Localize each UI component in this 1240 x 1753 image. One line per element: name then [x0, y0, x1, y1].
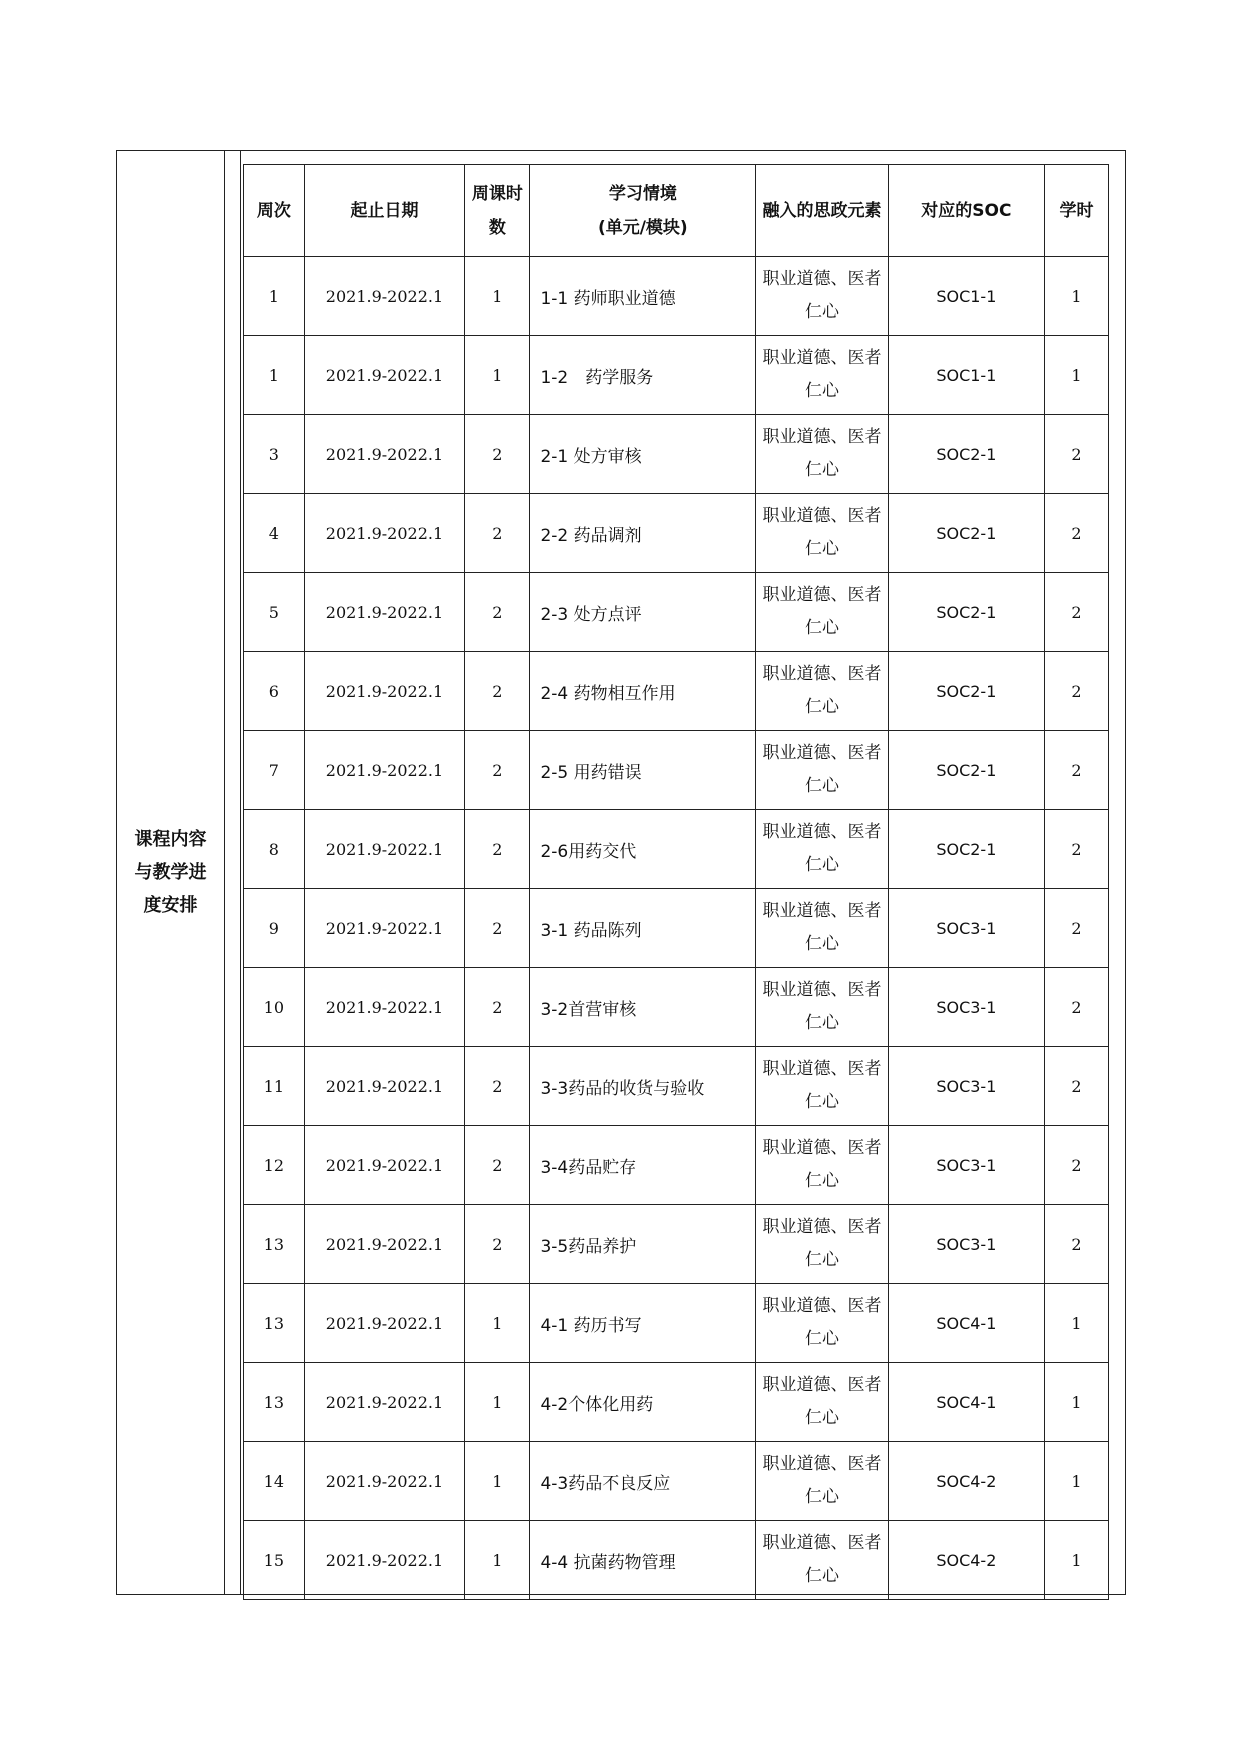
- unit-cell: 3-2首营审核: [530, 968, 756, 1047]
- section-label: 课程内容与教学进度安排: [134, 829, 207, 916]
- date-cell: 2021.9-2022.1: [304, 1047, 465, 1126]
- table-row: [244, 1205, 1109, 1284]
- table-row: [244, 1284, 1109, 1363]
- unit-cell: 2-6用药交代: [530, 810, 756, 889]
- credit-hours-cell: 2: [1044, 1126, 1108, 1205]
- date-cell: 2021.9-2022.1: [304, 257, 465, 336]
- week-cell: 13: [244, 1363, 305, 1442]
- section-label-cell: [117, 151, 225, 1594]
- weekly-hours-cell: 2: [465, 494, 530, 573]
- week-cell: 4: [244, 494, 305, 573]
- week-cell: 8: [244, 810, 305, 889]
- ideology-cell: 职业道德、医者仁心: [756, 1047, 889, 1126]
- weekly-hours-cell: 1: [465, 1363, 530, 1442]
- credit-hours-cell: 2: [1044, 731, 1108, 810]
- weekly-hours-cell: 2: [465, 889, 530, 968]
- ideology-cell: 职业道德、医者仁心: [756, 1521, 889, 1600]
- unit-cell: 3-3药品的收货与验收: [530, 1047, 756, 1126]
- credit-hours-cell: 1: [1044, 1521, 1108, 1600]
- soc-cell: SOC2-1: [888, 652, 1044, 731]
- ideology-cell: 职业道德、医者仁心: [756, 810, 889, 889]
- unit-cell: 3-1 药品陈列: [530, 889, 756, 968]
- credit-hours-cell: 2: [1044, 415, 1108, 494]
- unit-cell: 2-3 处方点评: [530, 573, 756, 652]
- credit-hours-cell: 2: [1044, 889, 1108, 968]
- table-row: [244, 415, 1109, 494]
- header-row: [244, 165, 1109, 257]
- week-cell: 14: [244, 1442, 305, 1521]
- date-cell: 2021.9-2022.1: [304, 889, 465, 968]
- table-row: [244, 652, 1109, 731]
- weekly-hours-cell: 2: [465, 652, 530, 731]
- unit-cell: 3-5药品养护: [530, 1205, 756, 1284]
- unit-cell: 2-4 药物相互作用: [530, 652, 756, 731]
- credit-hours-cell: 2: [1044, 1205, 1108, 1284]
- header-date: 起止日期: [304, 165, 465, 257]
- weekly-hours-cell: 2: [465, 968, 530, 1047]
- soc-cell: SOC1-1: [888, 257, 1044, 336]
- weekly-hours-cell: 2: [465, 1205, 530, 1284]
- weekly-hours-cell: 1: [465, 1521, 530, 1600]
- header-unit: [530, 165, 756, 257]
- schedule-table: [243, 164, 1109, 1600]
- table-row: [244, 810, 1109, 889]
- soc-cell: SOC2-1: [888, 810, 1044, 889]
- soc-cell: SOC3-1: [888, 1126, 1044, 1205]
- weekly-hours-cell: 1: [465, 1442, 530, 1521]
- ideology-cell: 职业道德、医者仁心: [756, 968, 889, 1047]
- date-cell: 2021.9-2022.1: [304, 1521, 465, 1600]
- unit-cell: 2-2 药品调剂: [530, 494, 756, 573]
- header-weekly-hours: 周课时数: [465, 165, 530, 257]
- header-credit-hours: 学时: [1044, 165, 1108, 257]
- unit-cell: 1-2 药学服务: [530, 336, 756, 415]
- date-cell: 2021.9-2022.1: [304, 1126, 465, 1205]
- table-row: [244, 336, 1109, 415]
- soc-cell: SOC3-1: [888, 889, 1044, 968]
- date-cell: 2021.9-2022.1: [304, 810, 465, 889]
- ideology-cell: 职业道德、医者仁心: [756, 573, 889, 652]
- ideology-cell: 职业道德、医者仁心: [756, 652, 889, 731]
- ideology-cell: 职业道德、医者仁心: [756, 1284, 889, 1363]
- ideology-cell: 职业道德、医者仁心: [756, 1126, 889, 1205]
- week-cell: 3: [244, 415, 305, 494]
- weekly-hours-cell: 1: [465, 257, 530, 336]
- course-form-frame: [116, 150, 1126, 1595]
- date-cell: 2021.9-2022.1: [304, 336, 465, 415]
- credit-hours-cell: 1: [1044, 1284, 1108, 1363]
- soc-cell: SOC3-1: [888, 968, 1044, 1047]
- date-cell: 2021.9-2022.1: [304, 652, 465, 731]
- week-cell: 1: [244, 336, 305, 415]
- unit-cell: 3-4药品贮存: [530, 1126, 756, 1205]
- unit-cell: 1-1 药师职业道德: [530, 257, 756, 336]
- unit-cell: 2-5 用药错误: [530, 731, 756, 810]
- credit-hours-cell: 2: [1044, 810, 1108, 889]
- ideology-cell: 职业道德、医者仁心: [756, 1442, 889, 1521]
- date-cell: 2021.9-2022.1: [304, 1205, 465, 1284]
- credit-hours-cell: 2: [1044, 573, 1108, 652]
- soc-cell: SOC2-1: [888, 731, 1044, 810]
- weekly-hours-cell: 2: [465, 731, 530, 810]
- soc-cell: SOC3-1: [888, 1047, 1044, 1126]
- soc-cell: SOC2-1: [888, 415, 1044, 494]
- table-row: [244, 494, 1109, 573]
- credit-hours-cell: 1: [1044, 257, 1108, 336]
- table-row: [244, 1126, 1109, 1205]
- ideology-cell: 职业道德、医者仁心: [756, 415, 889, 494]
- credit-hours-cell: 2: [1044, 968, 1108, 1047]
- ideology-cell: 职业道德、医者仁心: [756, 1363, 889, 1442]
- week-cell: 13: [244, 1205, 305, 1284]
- table-row: [244, 1363, 1109, 1442]
- schedule-body: [244, 257, 1109, 1600]
- table-row: [244, 968, 1109, 1047]
- credit-hours-cell: 2: [1044, 1047, 1108, 1126]
- week-cell: 15: [244, 1521, 305, 1600]
- header-unit-line2: (单元/模块): [597, 217, 688, 238]
- week-cell: 5: [244, 573, 305, 652]
- date-cell: 2021.9-2022.1: [304, 494, 465, 573]
- unit-cell: 4-1 药历书写: [530, 1284, 756, 1363]
- week-cell: 10: [244, 968, 305, 1047]
- ideology-cell: 职业道德、医者仁心: [756, 731, 889, 810]
- header-week: 周次: [244, 165, 305, 257]
- week-cell: 12: [244, 1126, 305, 1205]
- week-cell: 13: [244, 1284, 305, 1363]
- date-cell: 2021.9-2022.1: [304, 968, 465, 1047]
- table-row: [244, 1047, 1109, 1126]
- soc-cell: SOC4-1: [888, 1363, 1044, 1442]
- week-cell: 6: [244, 652, 305, 731]
- date-cell: 2021.9-2022.1: [304, 1284, 465, 1363]
- table-row: [244, 257, 1109, 336]
- weekly-hours-cell: 2: [465, 415, 530, 494]
- unit-cell: 4-3药品不良反应: [530, 1442, 756, 1521]
- table-row: [244, 1442, 1109, 1521]
- date-cell: 2021.9-2022.1: [304, 731, 465, 810]
- date-cell: 2021.9-2022.1: [304, 415, 465, 494]
- ideology-cell: 职业道德、医者仁心: [756, 257, 889, 336]
- week-cell: 11: [244, 1047, 305, 1126]
- credit-hours-cell: 1: [1044, 1442, 1108, 1521]
- soc-cell: SOC4-2: [888, 1442, 1044, 1521]
- credit-hours-cell: 2: [1044, 494, 1108, 573]
- soc-cell: SOC2-1: [888, 573, 1044, 652]
- date-cell: 2021.9-2022.1: [304, 1442, 465, 1521]
- weekly-hours-cell: 2: [465, 573, 530, 652]
- header-unit-line1: 学习情境: [608, 183, 677, 204]
- table-row: [244, 1521, 1109, 1600]
- soc-cell: SOC2-1: [888, 494, 1044, 573]
- unit-cell: 4-2个体化用药: [530, 1363, 756, 1442]
- table-row: [244, 573, 1109, 652]
- ideology-cell: 职业道德、医者仁心: [756, 889, 889, 968]
- weekly-hours-cell: 2: [465, 1047, 530, 1126]
- header-ideology: 融入的思政元素: [756, 165, 889, 257]
- soc-cell: SOC4-2: [888, 1521, 1044, 1600]
- table-row: [244, 731, 1109, 810]
- week-cell: 7: [244, 731, 305, 810]
- weekly-hours-cell: 1: [465, 1284, 530, 1363]
- credit-hours-cell: 1: [1044, 1363, 1108, 1442]
- ideology-cell: 职业道德、医者仁心: [756, 336, 889, 415]
- soc-cell: SOC1-1: [888, 336, 1044, 415]
- weekly-hours-cell: 2: [465, 1126, 530, 1205]
- date-cell: 2021.9-2022.1: [304, 1363, 465, 1442]
- soc-cell: SOC4-1: [888, 1284, 1044, 1363]
- unit-cell: 2-1 处方审核: [530, 415, 756, 494]
- ideology-cell: 职业道德、医者仁心: [756, 494, 889, 573]
- week-cell: 1: [244, 257, 305, 336]
- credit-hours-cell: 2: [1044, 652, 1108, 731]
- soc-cell: SOC3-1: [888, 1205, 1044, 1284]
- date-cell: 2021.9-2022.1: [304, 573, 465, 652]
- weekly-hours-cell: 2: [465, 810, 530, 889]
- unit-cell: 4-4 抗菌药物管理: [530, 1521, 756, 1600]
- header-soc: 对应的SOC: [888, 165, 1044, 257]
- week-cell: 9: [244, 889, 305, 968]
- ideology-cell: 职业道德、医者仁心: [756, 1205, 889, 1284]
- credit-hours-cell: 1: [1044, 336, 1108, 415]
- frame-gap-column: [225, 151, 241, 1594]
- weekly-hours-cell: 1: [465, 336, 530, 415]
- table-row: [244, 889, 1109, 968]
